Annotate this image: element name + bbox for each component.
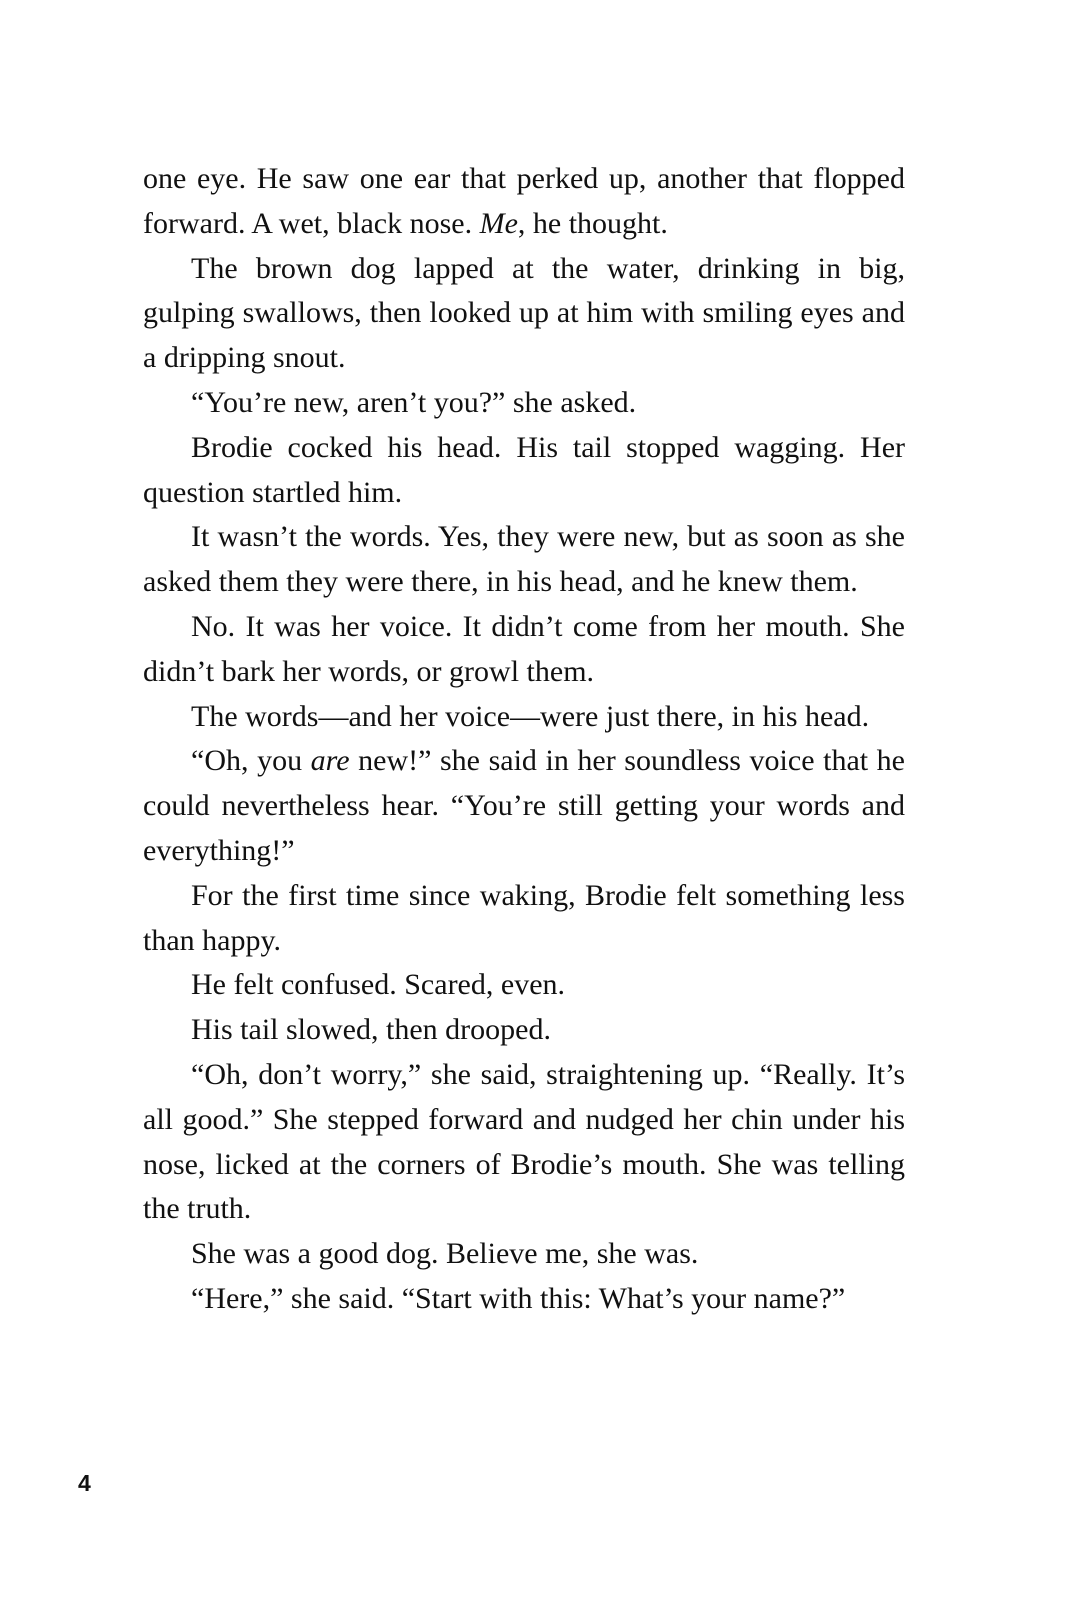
- paragraph: [143, 247, 905, 381]
- paragraph: [143, 963, 905, 1008]
- text-run: She was a good dog. Believe me, she was.: [191, 1237, 699, 1271]
- body-text: [143, 157, 905, 1322]
- paragraph: [143, 739, 905, 873]
- text-run: “Oh, you: [191, 744, 311, 778]
- text-run: “You’re new, aren’t you?” she asked.: [191, 385, 637, 419]
- text-run: one eye. He saw one ear that perked up, another that flopped forward. A wet, black nose.: [143, 162, 905, 240]
- paragraph: [143, 381, 905, 426]
- paragraph: [143, 1008, 905, 1053]
- paragraph: [143, 515, 905, 605]
- text-run: The brown dog lapped at the water, drinking in big, gulping swallows, then looked up at him with smiling eyes and a dripping snout.: [143, 251, 905, 375]
- italic-text: Me: [479, 206, 518, 240]
- paragraph: [143, 874, 905, 964]
- paragraph: [143, 426, 905, 516]
- text-run: No. It was her voice. It didn’t come from her mouth. She didn’t bark her words, or growl them.: [143, 609, 905, 688]
- paragraph: [143, 1232, 905, 1277]
- paragraph: [143, 695, 905, 740]
- text-run: “Here,” she said. “Start with this: What’s your name?”: [191, 1281, 846, 1315]
- text-run: His tail slowed, then drooped.: [191, 1013, 551, 1047]
- paragraph: [143, 605, 905, 695]
- paragraph: [143, 1053, 905, 1232]
- text-run: It wasn’t the words. Yes, they were new, but as soon as she asked them they were there, in his head, and he knew them.: [143, 520, 905, 599]
- text-run: For the first time since waking, Brodie felt something less than happy.: [143, 878, 905, 957]
- text-run: Brodie cocked his head. His tail stopped wagging. Her question startled him.: [143, 430, 905, 509]
- page-number: 4: [78, 1470, 91, 1496]
- text-run: , he thought.: [517, 206, 668, 240]
- text-run: new!” she said in her soundless voice that he could nevertheless hear. “You’re still getting your words and everything!”: [143, 744, 905, 867]
- text-run: “Oh, don’t worry,” she said, straightening up. “Really. It’s all good.” She stepped forward and nudged her chin under his nose, licked at the corners of Brodie’s mouth. She was telling the truth.: [143, 1057, 905, 1226]
- paragraph: [143, 157, 905, 247]
- text-run: He felt confused. Scared, even.: [191, 968, 566, 1002]
- text-run: The words—and her voice—were just there, in his head.: [191, 699, 870, 733]
- paragraph: [143, 1277, 905, 1322]
- italic-text: are: [310, 744, 350, 778]
